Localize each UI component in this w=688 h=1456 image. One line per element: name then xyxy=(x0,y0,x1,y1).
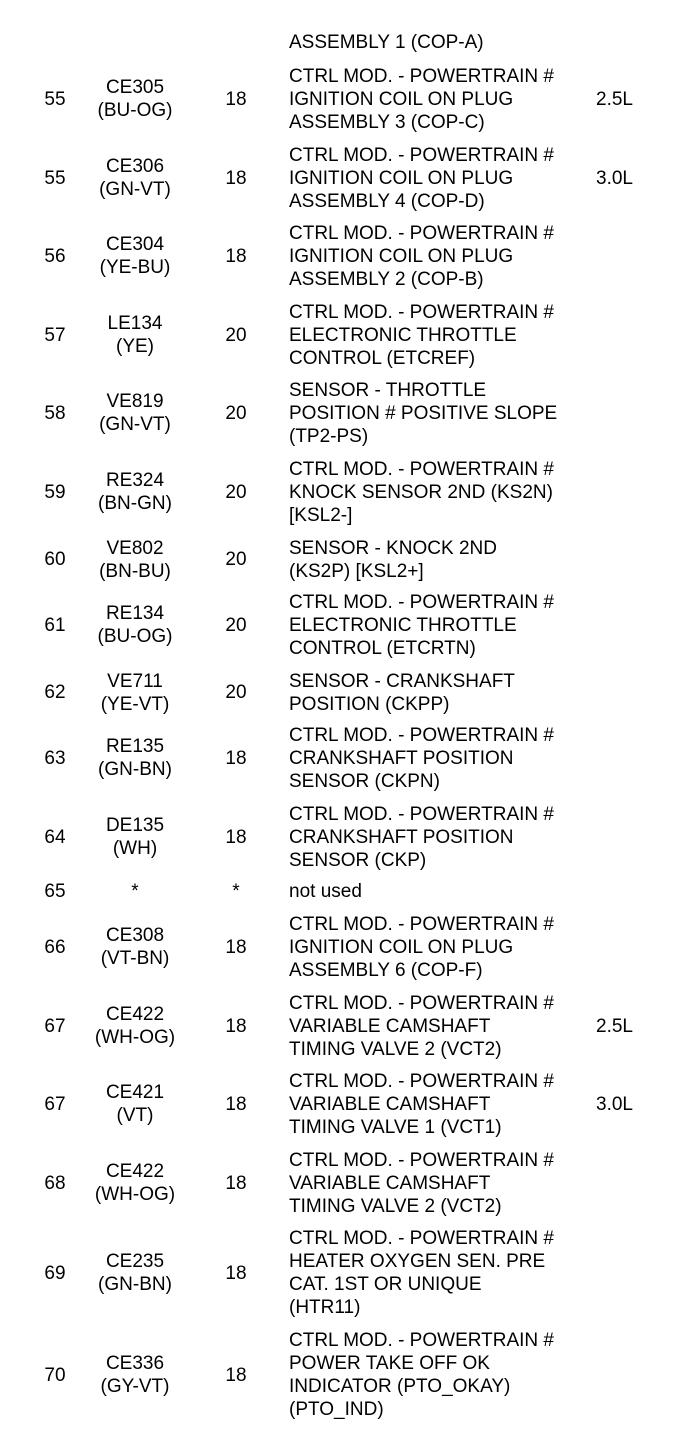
description-line: CRANKSHAFT POSITION xyxy=(289,747,514,769)
circuit-description xyxy=(289,143,589,213)
circuit-cell xyxy=(80,1148,190,1218)
circuit-id: RE134 xyxy=(105,603,165,624)
engine-variant: 2.5L xyxy=(596,1015,633,1037)
wire-color: (BU-OG) xyxy=(97,100,173,121)
circuit-cell xyxy=(80,300,190,370)
description-line: ELECTRONIC THROTTLE xyxy=(289,614,517,636)
description-line: CAT. 1ST OR UNIQUE xyxy=(289,1274,482,1295)
wire-gauge xyxy=(206,31,266,54)
wire-gauge: 20 xyxy=(225,402,247,424)
circuit-description xyxy=(289,1226,589,1320)
engine-variant: 3.0L xyxy=(596,1093,633,1115)
circuit-description xyxy=(289,1069,589,1139)
wire-gauge: 18 xyxy=(225,88,247,110)
table-row xyxy=(0,590,688,660)
wire-gauge: 20 xyxy=(225,481,247,503)
circuit-description xyxy=(289,378,589,448)
description-line: KNOCK SENSOR 2ND (KS2N) xyxy=(289,481,553,503)
wire-gauge: * xyxy=(232,881,240,902)
circuit-description xyxy=(289,590,589,660)
circuit-cell xyxy=(80,221,190,291)
description-line: ASSEMBLY 6 (COP-F) xyxy=(289,959,483,981)
description-line: CTRL MOD. - POWERTRAIN # xyxy=(289,1070,554,1092)
table-row xyxy=(0,457,688,527)
pin-number: 63 xyxy=(44,747,66,769)
description-line: IGNITION COIL ON PLUG xyxy=(289,936,514,958)
circuit-description xyxy=(289,64,589,134)
description-line: IGNITION COIL ON PLUG xyxy=(289,245,514,267)
circuit-id: VE819 xyxy=(106,391,164,412)
circuit-description xyxy=(289,669,589,716)
circuit-cell xyxy=(80,31,190,54)
wire-gauge: 20 xyxy=(225,324,247,346)
pin-number: 56 xyxy=(44,245,66,267)
pin-number: 65 xyxy=(44,881,66,902)
description-line: CTRL MOD. - POWERTRAIN # xyxy=(289,803,554,825)
wire-gauge: 18 xyxy=(225,1093,247,1115)
pin-number: 57 xyxy=(44,324,66,346)
circuit-id: CE306 xyxy=(105,156,165,177)
description-line: IGNITION COIL ON PLUG xyxy=(289,88,514,110)
circuit-id: LE134 xyxy=(107,313,163,334)
description-line: ASSEMBLY 4 (COP-D) xyxy=(289,190,485,212)
circuit-cell xyxy=(80,669,190,716)
description-line: CTRL MOD. - POWERTRAIN # xyxy=(289,1149,554,1171)
circuit-id: CE422 xyxy=(105,1161,165,1182)
description-line: TIMING VALVE 2 (VCT2) xyxy=(289,1038,502,1060)
wire-gauge: 20 xyxy=(225,614,247,636)
circuit-cell xyxy=(80,64,190,134)
circuit-description xyxy=(289,802,589,872)
description-line: CTRL MOD. - POWERTRAIN # xyxy=(289,222,554,244)
description-line: CTRL MOD. - POWERTRAIN # xyxy=(289,913,554,935)
description-line: POWER TAKE OFF OK xyxy=(289,1353,490,1374)
description-line: CTRL MOD. - POWERTRAIN # xyxy=(289,992,554,1014)
circuit-description xyxy=(289,1148,589,1218)
table-row xyxy=(0,880,688,903)
wire-color: (BU-OG) xyxy=(97,626,173,647)
wire-color: (WH-OG) xyxy=(94,1184,176,1205)
wire-color: (YE) xyxy=(116,336,154,357)
circuit-id: CE336 xyxy=(105,1353,165,1374)
table-row xyxy=(0,1069,688,1139)
circuit-id: * xyxy=(131,881,139,902)
circuit-id: VE711 xyxy=(107,670,163,692)
circuit-cell xyxy=(80,1226,190,1320)
circuit-cell xyxy=(80,1328,190,1422)
circuit-description xyxy=(289,31,589,54)
description-line: CTRL MOD. - POWERTRAIN # xyxy=(289,724,554,746)
table-row xyxy=(0,723,688,793)
table-row xyxy=(0,1328,688,1422)
table-row xyxy=(0,64,688,134)
wire-gauge: 18 xyxy=(225,1364,247,1386)
pin-number: 59 xyxy=(44,481,66,503)
pin-number: 62 xyxy=(44,682,66,703)
circuit-cell xyxy=(80,880,190,903)
wire-color: (VT) xyxy=(116,1105,154,1126)
description-line: SENSOR (CKPN) xyxy=(289,770,440,792)
table-row xyxy=(0,1148,688,1218)
description-line: SENSOR - THROTTLE xyxy=(289,379,487,401)
description-line: not used xyxy=(289,881,362,902)
circuit-cell xyxy=(80,802,190,872)
circuit-id: CE235 xyxy=(105,1251,165,1272)
pin-number: 60 xyxy=(44,549,66,570)
circuit-id: VE802 xyxy=(106,537,164,559)
wire-gauge: 18 xyxy=(225,245,247,267)
description-line: VARIABLE CAMSHAFT xyxy=(289,1172,491,1194)
description-line: VARIABLE CAMSHAFT xyxy=(289,1093,491,1115)
circuit-id: RE135 xyxy=(105,736,165,757)
pin-number: 55 xyxy=(44,167,66,189)
description-line: ASSEMBLY 2 (COP-B) xyxy=(289,268,484,290)
circuit-cell xyxy=(80,143,190,213)
description-line: POSITION (CKPP) xyxy=(289,693,450,715)
circuit-description xyxy=(289,300,589,370)
wire-gauge: 18 xyxy=(225,167,247,189)
table-row xyxy=(0,1226,688,1320)
table-row xyxy=(0,802,688,872)
table-row xyxy=(0,912,688,982)
wire-color: (GY-VT) xyxy=(100,1376,170,1397)
circuit-cell xyxy=(80,457,190,527)
wire-gauge: 18 xyxy=(225,1015,247,1037)
description-line: CONTROL (ETCREF) xyxy=(289,347,476,369)
table-row xyxy=(0,300,688,370)
description-line: ASSEMBLY 3 (COP-C) xyxy=(289,111,485,133)
wire-gauge: 20 xyxy=(225,549,247,570)
circuit-id: CE422 xyxy=(105,1004,165,1025)
table-row xyxy=(0,536,688,583)
circuit-cell xyxy=(80,378,190,448)
wire-color: (BN-GN) xyxy=(98,493,172,514)
table-row xyxy=(0,378,688,448)
circuit-cell xyxy=(80,723,190,793)
description-line: TIMING VALVE 2 (VCT2) xyxy=(289,1195,502,1217)
table-row xyxy=(0,221,688,291)
circuit-id: CE304 xyxy=(105,234,165,255)
description-line: [KSL2-] xyxy=(289,504,353,526)
circuit-description xyxy=(289,991,589,1061)
description-line: CTRL MOD. - POWERTRAIN # xyxy=(289,144,554,166)
description-line: SENSOR - CRANKSHAFT xyxy=(289,670,515,692)
circuit-id: CE305 xyxy=(105,77,165,98)
circuit-description xyxy=(289,1328,589,1422)
wire-color: (WH-OG) xyxy=(94,1027,176,1048)
circuit-cell xyxy=(80,1069,190,1139)
table-row xyxy=(0,991,688,1061)
description-line: CRANKSHAFT POSITION xyxy=(289,826,514,848)
circuit-cell xyxy=(80,912,190,982)
circuit-description xyxy=(289,912,589,982)
description-line: CTRL MOD. - POWERTRAIN # xyxy=(289,1330,554,1351)
circuit-description xyxy=(289,536,589,583)
description-line: HEATER OXYGEN SEN. PRE xyxy=(289,1251,546,1272)
description-line: POSITION # POSITIVE SLOPE xyxy=(289,402,558,424)
wire-color: (WH) xyxy=(112,838,158,859)
circuit-cell xyxy=(80,991,190,1061)
description-line: SENSOR (CKP) xyxy=(289,849,427,871)
wire-color: (BN-BU) xyxy=(99,560,171,582)
description-line: SENSOR - KNOCK 2ND xyxy=(289,537,497,559)
wire-color: (GN-BN) xyxy=(98,1274,172,1295)
circuit-description xyxy=(289,457,589,527)
description-line: CTRL MOD. - POWERTRAIN # xyxy=(289,1228,554,1249)
description-line: CTRL MOD. - POWERTRAIN # xyxy=(289,65,554,87)
description-line: CTRL MOD. - POWERTRAIN # xyxy=(289,591,554,613)
pin-number: 67 xyxy=(44,1015,66,1037)
table-row xyxy=(0,31,688,54)
wire-color: (GN-VT) xyxy=(99,414,171,435)
circuit-description xyxy=(289,880,589,903)
pin-number: 64 xyxy=(44,826,66,848)
engine-variant: 3.0L xyxy=(596,167,633,189)
circuit-id: CE308 xyxy=(105,925,165,946)
description-line: (TP2-PS) xyxy=(289,425,369,447)
description-line: (HTR11) xyxy=(289,1297,361,1318)
pin-number: 58 xyxy=(44,402,66,424)
pin-number: 61 xyxy=(44,614,66,636)
circuit-id: DE135 xyxy=(105,815,165,836)
wire-color: (GN-BN) xyxy=(98,759,172,780)
description-line: TIMING VALVE 1 (VCT1) xyxy=(289,1116,502,1138)
description-line: CTRL MOD. - POWERTRAIN # xyxy=(289,301,554,323)
description-line: INDICATOR (PTO_OKAY) xyxy=(289,1376,511,1397)
description-line: ASSEMBLY 1 (COP-A) xyxy=(289,32,484,53)
circuit-cell xyxy=(80,590,190,660)
pin-number: 70 xyxy=(44,1364,66,1386)
wire-gauge: 18 xyxy=(225,1172,247,1194)
wire-color: (YE-VT) xyxy=(100,693,170,715)
wire-gauge: 20 xyxy=(225,682,247,703)
engine-variant: 2.5L xyxy=(596,88,633,110)
description-line: VARIABLE CAMSHAFT xyxy=(289,1015,491,1037)
description-line: (PTO_IND) xyxy=(289,1399,384,1420)
pin-number: 55 xyxy=(44,88,66,110)
description-line: (KS2P) [KSL2+] xyxy=(289,560,424,582)
circuit-id: CE421 xyxy=(105,1082,165,1103)
circuit-description xyxy=(289,723,589,793)
description-line: ELECTRONIC THROTTLE xyxy=(289,324,517,346)
pin-number: 67 xyxy=(44,1093,66,1115)
wire-gauge: 18 xyxy=(225,826,247,848)
circuit-cell xyxy=(80,536,190,583)
wire-color: (VT-BN) xyxy=(100,948,170,969)
wire-gauge: 18 xyxy=(225,936,247,958)
pin-number xyxy=(30,31,80,54)
wire-color: (GN-VT) xyxy=(99,179,171,200)
wire-gauge: 18 xyxy=(225,1262,247,1284)
table-row xyxy=(0,143,688,213)
wire-gauge: 18 xyxy=(225,747,247,769)
wire-color: (YE-BU) xyxy=(99,257,171,278)
pin-number: 69 xyxy=(44,1262,66,1284)
pin-number: 66 xyxy=(44,936,66,958)
description-line: CONTROL (ETCRTN) xyxy=(289,637,476,659)
description-line: IGNITION COIL ON PLUG xyxy=(289,167,514,189)
pin-number: 68 xyxy=(44,1172,66,1194)
circuit-id: RE324 xyxy=(105,470,165,491)
circuit-description xyxy=(289,221,589,291)
description-line: CTRL MOD. - POWERTRAIN # xyxy=(289,458,554,480)
table-row xyxy=(0,669,688,716)
